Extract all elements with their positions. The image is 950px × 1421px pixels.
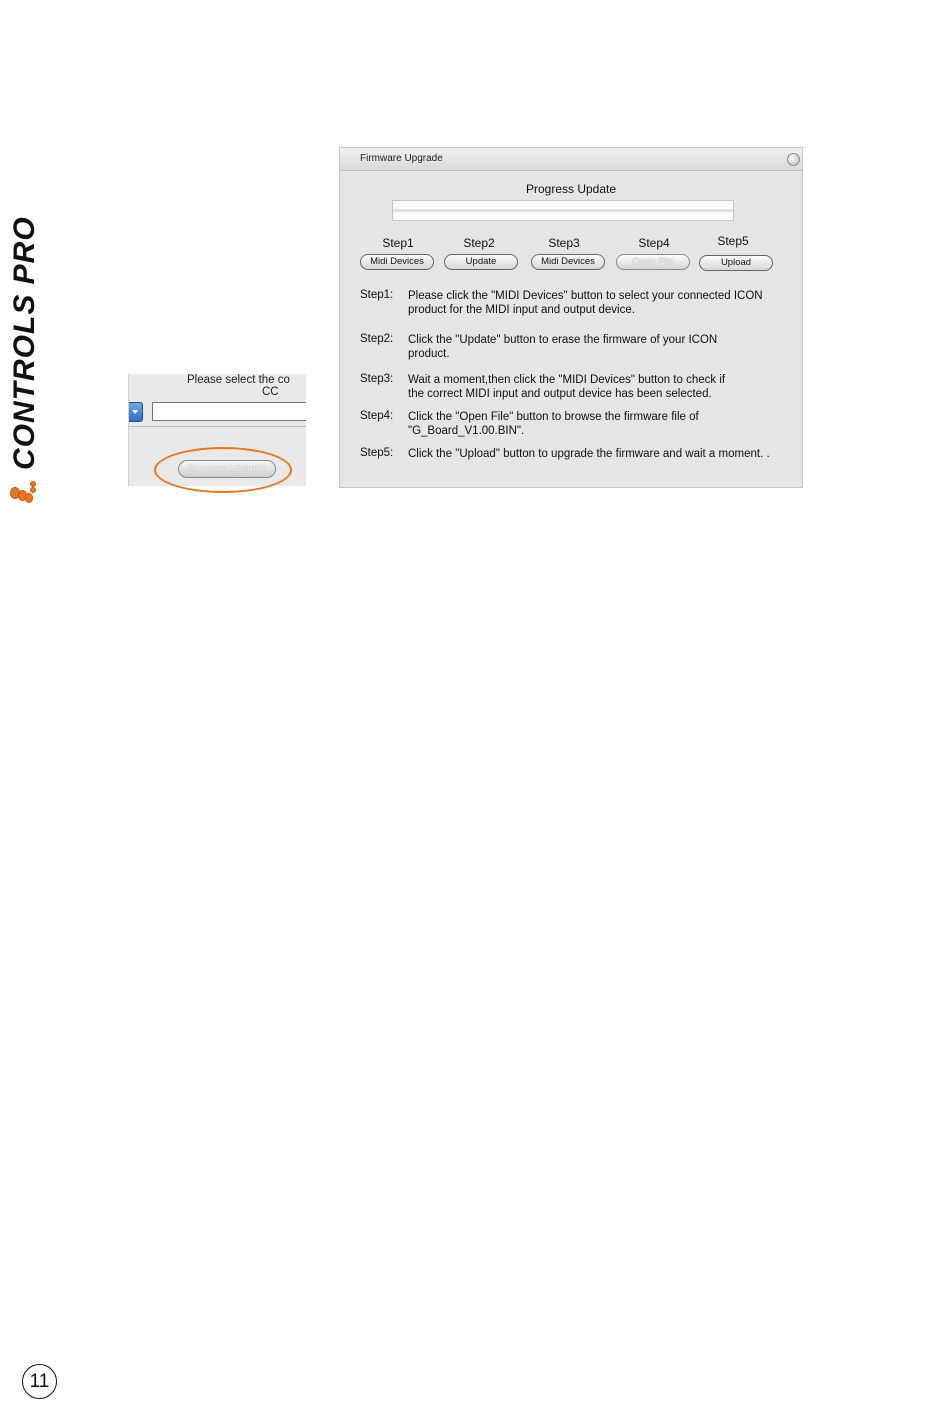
divider <box>129 426 306 427</box>
instruction-line: product. <box>408 348 450 360</box>
instruction-text <box>408 333 788 361</box>
brand-logo <box>8 170 42 505</box>
instruction-step-number: Step5: <box>360 447 394 459</box>
firmware-upgrade-window <box>339 147 803 488</box>
step2-update-button[interactable]: Update <box>444 254 518 270</box>
instruction-step-number: Step1: <box>360 289 394 301</box>
cc-input-field[interactable] <box>152 402 306 421</box>
page-number: 11 <box>22 1364 57 1399</box>
step4-open-file-button[interactable]: Open File <box>616 254 690 270</box>
instruction-line: "G_Board_V1.00.BIN". <box>408 425 525 437</box>
instruction-text <box>408 447 788 461</box>
select-prompt-text: Please select the co <box>187 374 290 386</box>
step5-upload-button[interactable]: Upload <box>699 255 773 271</box>
instruction-line: Please click the "MIDI Devices" button to select your connected ICON <box>408 290 763 302</box>
step-label: Step2 <box>463 236 495 250</box>
brand-logo-text: CONTROLS PRO <box>8 216 41 470</box>
instruction-line: Wait a moment,then click the "MIDI Devices" button to check if <box>408 374 726 386</box>
dropdown-arrow-icon[interactable] <box>128 402 143 422</box>
instruction-step-number: Step4: <box>360 410 394 422</box>
instruction-text <box>408 373 788 401</box>
instruction-line: Click the "Update" button to erase the firmware of your ICON <box>408 334 718 346</box>
instruction-text <box>408 410 788 438</box>
progress-bar <box>392 200 734 221</box>
instruction-line: the correct MIDI input and output device has been selected. <box>408 388 712 400</box>
step1-midi-devices-button[interactable]: Midi Devices <box>360 254 434 270</box>
step3-midi-devices-button[interactable]: Midi Devices <box>531 254 605 270</box>
step-label: Step4 <box>638 236 670 250</box>
step-label: Step3 <box>548 236 580 250</box>
instruction-line: product for the MIDI input and output device. <box>408 304 635 316</box>
cc-label: CC <box>262 386 279 398</box>
step-label: Step5 <box>717 234 749 248</box>
instruction-step-number: Step2: <box>360 333 394 345</box>
window-titlebar[interactable] <box>340 148 802 171</box>
instruction-line: Click the "Upload" button to upgrade the firmware and wait a moment. . <box>408 448 770 460</box>
progress-label: Progress Update <box>525 182 617 196</box>
step-label: Step1 <box>382 236 414 250</box>
firmware-upgrade-button[interactable]: Firmware Upgrade <box>178 460 276 478</box>
window-title: Firmware Upgrade <box>360 153 443 164</box>
instruction-line: Click the "Open File" button to browse the firmware file of <box>408 411 699 423</box>
instruction-text <box>408 289 788 317</box>
highlight-ring <box>154 447 292 493</box>
close-icon[interactable] <box>787 153 800 166</box>
brand-dots-icon <box>10 475 40 505</box>
instruction-step-number: Step3: <box>360 373 394 385</box>
